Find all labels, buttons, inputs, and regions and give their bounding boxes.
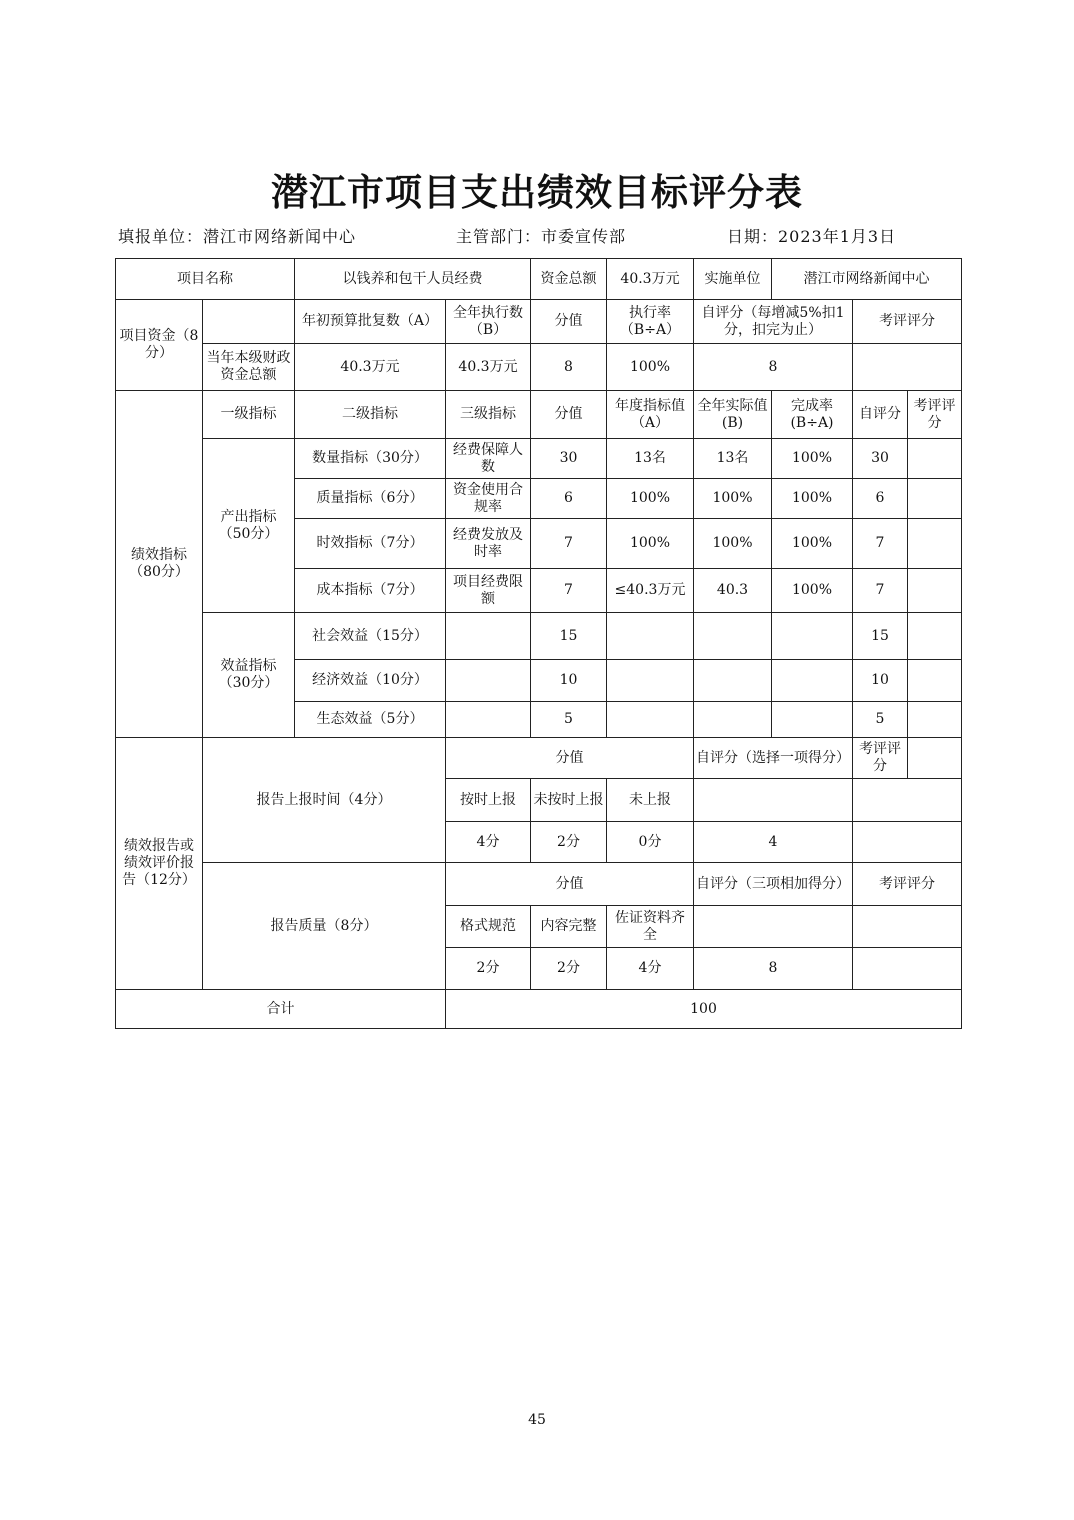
- self-score-cell: 7: [853, 569, 908, 613]
- rate-cell: 100%: [772, 519, 853, 569]
- timing-opt-late: 未按时上报: [531, 779, 607, 822]
- h-score: 分值: [531, 391, 607, 439]
- self-score-cell: 7: [853, 519, 908, 569]
- timing-val-ontime: 4分: [446, 822, 531, 863]
- table-row: [116, 344, 962, 391]
- col-exec: 全年执行数（B）: [446, 300, 531, 344]
- col-review: 考评评分: [853, 300, 962, 344]
- level2-cell: 时效指标（7分）: [295, 519, 446, 569]
- score-cell: 7: [531, 569, 607, 613]
- table-row: [116, 738, 962, 779]
- level3-cell: 经费发放及时率: [446, 519, 531, 569]
- timing-review-header: 考评评分: [853, 738, 908, 779]
- rate-cell: [772, 613, 853, 660]
- funds-budget: 40.3万元: [295, 344, 446, 391]
- quality-val-content: 2分: [531, 948, 607, 990]
- rate-cell: 100%: [772, 439, 853, 479]
- total-label: 合计: [116, 990, 446, 1029]
- level2-cell: 质量指标（6分）: [295, 479, 446, 519]
- score-table: [115, 258, 962, 1029]
- impl-unit-label: 实施单位: [694, 259, 772, 300]
- report-quality-label: 报告质量（8分）: [203, 863, 446, 990]
- table-row: [116, 259, 962, 300]
- actual-cell: 13名: [694, 439, 772, 479]
- self-score-cell: 5: [853, 702, 908, 738]
- empty-cell: [694, 906, 853, 948]
- rate-cell: 100%: [772, 569, 853, 613]
- funds-rate: 100%: [607, 344, 694, 391]
- timing-self-header: 自评分（选择一项得分）: [694, 738, 853, 779]
- quality-self-header: 自评分（三项相加得分）: [694, 863, 853, 906]
- project-name-label: 项目名称: [116, 259, 295, 300]
- score-cell: 6: [531, 479, 607, 519]
- report-section-label: 绩效报告或绩效评价报告（12分）: [116, 738, 203, 990]
- col-self: 自评分（每增减5%扣1分，扣完为止）: [694, 300, 853, 344]
- page-number: 45: [528, 1412, 546, 1428]
- target-cell: 100%: [607, 519, 694, 569]
- level2-cell: 社会效益（15分）: [295, 613, 446, 660]
- target-cell: ≤40.3万元: [607, 569, 694, 613]
- empty-cell: [908, 738, 962, 779]
- impl-unit: 潜江市网络新闻中心: [772, 259, 962, 300]
- h-review: 考评评分: [908, 391, 962, 439]
- table-row: [116, 300, 962, 344]
- score-cell: 30: [531, 439, 607, 479]
- table-row: [116, 990, 962, 1029]
- self-score-cell: 30: [853, 439, 908, 479]
- h-level2: 二级指标: [295, 391, 446, 439]
- level2-cell: 成本指标（7分）: [295, 569, 446, 613]
- score-cell: 15: [531, 613, 607, 660]
- actual-cell: 40.3: [694, 569, 772, 613]
- review-cell: [908, 519, 962, 569]
- table-row: [116, 439, 962, 479]
- quality-opt-content: 内容完整: [531, 906, 607, 948]
- review-cell: [908, 479, 962, 519]
- review-cell: [908, 569, 962, 613]
- review-cell: [908, 439, 962, 479]
- col-rate: 执行率（B÷A）: [607, 300, 694, 344]
- quality-opt-evidence: 佐证资料齐全: [607, 906, 694, 948]
- funds-score: 8: [531, 344, 607, 391]
- review-cell: [908, 660, 962, 702]
- quality-val-format: 2分: [446, 948, 531, 990]
- review-cell: [908, 613, 962, 660]
- fill-unit: 填报单位：潜江市网络新闻中心: [118, 227, 357, 246]
- level3-cell: [446, 613, 531, 660]
- quality-val-evidence: 4分: [607, 948, 694, 990]
- funds-row-label: 当年本级财政资金总额: [203, 344, 295, 391]
- total-value: 100: [446, 990, 962, 1029]
- funds-review: [853, 344, 962, 391]
- page-title: 潜江市项目支出绩效目标评分表: [271, 171, 803, 214]
- level2-cell: 经济效益（10分）: [295, 660, 446, 702]
- table-row: [116, 391, 962, 439]
- actual-cell: [694, 613, 772, 660]
- target-cell: [607, 613, 694, 660]
- indicators-section-label: 绩效指标（80分）: [116, 391, 203, 738]
- funds-section-label: 项目资金（8分）: [116, 300, 203, 391]
- empty-cell: [853, 779, 962, 822]
- fund-total-label: 资金总额: [531, 259, 607, 300]
- level3-cell: [446, 660, 531, 702]
- h-rate: 完成率(B÷A): [772, 391, 853, 439]
- empty-cell: [203, 300, 295, 344]
- table-row: [116, 863, 962, 906]
- target-cell: 13名: [607, 439, 694, 479]
- fill-date: 日期：2023年1月3日: [727, 227, 897, 246]
- report-timing-label: 报告上报时间（4分）: [203, 738, 446, 863]
- target-cell: [607, 702, 694, 738]
- review-cell: [908, 702, 962, 738]
- self-score-cell: 10: [853, 660, 908, 702]
- level3-cell: 项目经费限额: [446, 569, 531, 613]
- quality-opt-format: 格式规范: [446, 906, 531, 948]
- self-score-cell: 6: [853, 479, 908, 519]
- quality-score-header: 分值: [446, 863, 694, 906]
- actual-cell: [694, 660, 772, 702]
- timing-opt-none: 未上报: [607, 779, 694, 822]
- timing-opt-ontime: 按时上报: [446, 779, 531, 822]
- timing-val-none: 0分: [607, 822, 694, 863]
- timing-score-header: 分值: [446, 738, 694, 779]
- quality-self-score: 8: [694, 948, 853, 990]
- quality-review-header: 考评评分: [853, 863, 962, 906]
- funds-self: 8: [694, 344, 853, 391]
- supervising-department: 主管部门：市委宣传部: [456, 227, 627, 246]
- score-cell: 5: [531, 702, 607, 738]
- output-group-label: 产出指标（50分）: [203, 439, 295, 613]
- empty-cell: [694, 779, 853, 822]
- rate-cell: [772, 660, 853, 702]
- h-actual: 全年实际值(B): [694, 391, 772, 439]
- empty-cell: [853, 906, 962, 948]
- timing-val-late: 2分: [531, 822, 607, 863]
- level3-cell: [446, 702, 531, 738]
- actual-cell: [694, 702, 772, 738]
- level3-cell: 经费保障人数: [446, 439, 531, 479]
- h-target: 年度指标值（A）: [607, 391, 694, 439]
- table-row: [116, 613, 962, 660]
- h-level1: 一级指标: [203, 391, 295, 439]
- funds-exec: 40.3万元: [446, 344, 531, 391]
- score-cell: 10: [531, 660, 607, 702]
- actual-cell: 100%: [694, 519, 772, 569]
- fund-total: 40.3万元: [607, 259, 694, 300]
- empty-cell: [853, 948, 962, 990]
- score-cell: 7: [531, 519, 607, 569]
- project-name: 以钱养和包干人员经费: [295, 259, 531, 300]
- rate-cell: [772, 702, 853, 738]
- level2-cell: 生态效益（5分）: [295, 702, 446, 738]
- h-level3: 三级指标: [446, 391, 531, 439]
- col-score: 分值: [531, 300, 607, 344]
- benefit-group-label: 效益指标（30分）: [203, 613, 295, 738]
- self-score-cell: 15: [853, 613, 908, 660]
- h-self: 自评分: [853, 391, 908, 439]
- timing-self-score: 4: [694, 822, 853, 863]
- target-cell: 100%: [607, 479, 694, 519]
- col-budget: 年初预算批复数（A）: [295, 300, 446, 344]
- level2-cell: 数量指标（30分）: [295, 439, 446, 479]
- target-cell: [607, 660, 694, 702]
- level3-cell: 资金使用合规率: [446, 479, 531, 519]
- actual-cell: 100%: [694, 479, 772, 519]
- empty-cell: [853, 822, 962, 863]
- rate-cell: 100%: [772, 479, 853, 519]
